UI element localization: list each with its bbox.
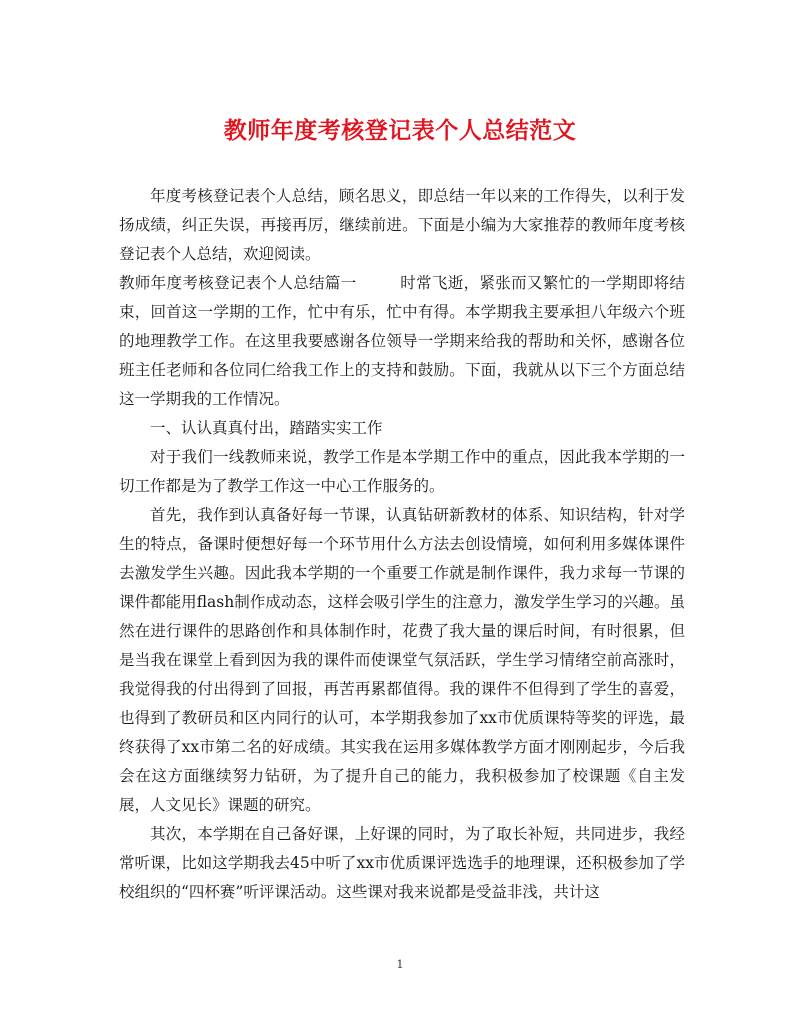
section-one-heading: 教师年度考核登记表个人总结篇一 xyxy=(119,274,357,292)
page-number: 1 xyxy=(396,958,404,971)
section-one-opening: 时常飞逝，紧张而又繁忙的一学期即将结束，回首这一学期的工作，忙中有乐，忙中有得。本学期我主要承担八年级六个班的地理教学工作。在这里我要感谢各位领导一学期来给我的帮助和关怀，感谢各位班主任老师和各位同仁给我工作上的支持和鼓励。下面，我就从以下三个方面总结这一学期我的工作情况。 xyxy=(119,274,685,408)
second-paragraph: 其次，本学期在自己备好课，上好课的同时，为了取长补短，共同进步，我经常听课，比如这学期我去45中听了xx市优质课评选选手的地理课，还积极参加了学校组织的“四杯赛”听评课活动。这些课对我来说都是受益非浅，共计这 xyxy=(119,825,685,901)
first-paragraph: 首先，我作到认真备好每一节课，认真钻研新教材的体系、知识结构，针对学生的特点，备课时便想好每一个环节用什么方法去创设情境，如何利用多媒体课件去激发学生兴趣。因此我本学期的一个重要工作就是制作课件，我力求每一节课的课件都能用flash制作成动态，这样会吸引学生的注意力，激发学生学习的兴趣。虽然在进行课件的思路创作和具体制作时，花费了我大量的课后时间，有时很累，但是当我在课堂上看到因为我的课件而使课堂气氛活跃，学生学习情绪空前高涨时，我觉得我的付出得到了回报，再苦再累都值得。我的课件不但得到了学生的喜爱，也得到了教研员和区内同行的认可，本学期我参加了xx市优质课特等奖的评选，最终获得了xx市第二名的好成绩。其实我在运用多媒体教学方面才刚刚起步，今后我会在这方面继续努力钻研，为了提升自己的能力，我积极参加了校课题《自主发展，人文见长》课题的研究。 xyxy=(119,506,685,814)
point-one-heading: 一、认认真真付出，踏踏实实工作 xyxy=(150,419,383,437)
document-body xyxy=(119,182,685,907)
point-one-paragraph: 对于我们一线教师来说，教学工作是本学期工作中的重点，因此我本学期的一切工作都是为了教学工作这一中心工作服务的。 xyxy=(119,448,685,495)
document-title: 教师年度考核登记表个人总结范文 xyxy=(223,117,577,144)
section-one-paragraph xyxy=(119,269,685,414)
intro-paragraph: 年度考核登记表个人总结，顾名思义，即总结一年以来的工作得失，以利于发扬成绩，纠正失误，再接再厉，继续前进。下面是小编为大家推荐的教师年度考核登记表个人总结，欢迎阅读。 xyxy=(119,187,685,263)
